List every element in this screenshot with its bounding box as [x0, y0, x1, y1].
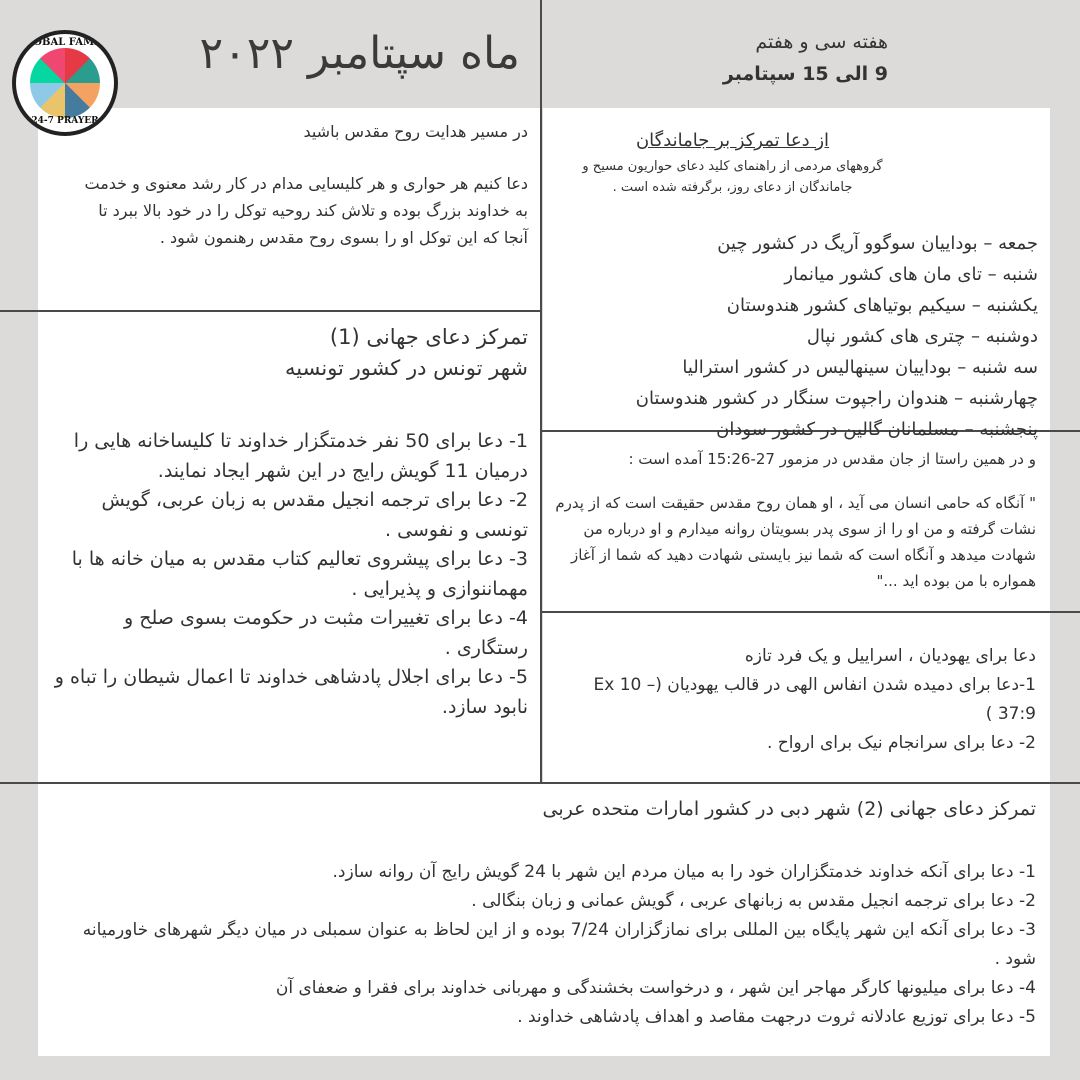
focus1-city: شهر تونس در کشور تونسیه: [285, 356, 528, 380]
focus1-title: تمرکز دعای جهانی (1): [329, 325, 528, 349]
unreached-title: از دعا تمرکز بر جاماندگان: [635, 130, 830, 151]
right-divider-2: [541, 611, 1080, 613]
list-item: چهارشنبه – هندوان راجپوت سنگار در کشور هندوستان: [635, 388, 1038, 409]
list-item: 5- دعا برای توزیع عادلانه ثروت درجهت مقاصد و اهداف پادشاهی خداوند .: [517, 1007, 1036, 1027]
list-item: 3- دعا برای آنکه این شهر پایگاه بین المللی برای نمازگزاران 7/24 بوده و از این لحاظ به عنوان سمبلی در میان دیگر شهرهای خاورمیانه شود .: [82, 920, 1036, 969]
list-item: دوشنبه – چتری های کشور نپال: [806, 326, 1038, 347]
logo-top-text: GLOBAL FAMILY: [17, 37, 113, 48]
list-item: 1- دعا برای 50 نفر خدمتگزار خداوند تا کلیساخانه هایی را درمیان 11 گویش رایج در این شهر ایجاد نمایند.: [73, 430, 528, 482]
week-header: [560, 26, 888, 90]
list-item: 3- دعا برای پیشروی تعالیم کتاب مقدس به میان خانه ها با مهماننوازی و پذیرایی .: [71, 548, 528, 600]
list-item: 5- دعا برای اجلال پادشاهی خداوند تا اعمال شیطان را تباه و نابود سازد.: [54, 666, 528, 718]
list-item: سه شنبه – بوداییان سینهالیس در کشور استرالیا: [682, 357, 1038, 378]
list-item: 2- دعا برای ترجمه انجیل مقدس به زبان عربی، گویش تونسی و نفوسی .: [101, 489, 528, 541]
unreached-day-list: [560, 228, 1038, 445]
list-item: یکشنبه – سیکیم بوتیاهای کشور هندوستان: [726, 295, 1038, 316]
psalm-quote: " آنگاه که حامی انسان می آید ، او همان روح مقدس حقیقت است که از پدرم نشات گرفته و من او را از سوی پدر بسویتان روانه میدارم و او درباره من شهادت میدهد و آنگاه است که شما نیز بایستی شهادت دهید که شما از آغاز همواره با من بوده اید ...": [555, 494, 1036, 590]
list-item: پنجشنبه – مسلمانان گالین در کشور سودان: [716, 419, 1038, 440]
psalm-section: [552, 446, 1036, 594]
unreached-subtitle: گروههای مردمی از راهنمای کلید دعای حواریون مسیح و جاماندگان از دعای روز، برگرفته شده است .: [582, 159, 883, 195]
left-divider-1: [0, 310, 541, 312]
month-title: ماه سپتامبر ۲۰۲۲: [199, 28, 520, 79]
psalm-intro: و در همین راستا از جان مقدس در مزمور 27-15:26 آمده است :: [628, 450, 1036, 468]
full-divider: [0, 782, 1080, 784]
list-item: شنبه – تای مان های کشور میانمار: [784, 264, 1038, 285]
holy-spirit-body: دعا کنیم هر حواری و هر کلیسایی مدام در کار رشد معنوی و خدمت به خداوند بزرگ بوده و تلاش کند روحیه توکل را در خود بالا ببرد تا آنجا که این توکل او را بسوی روح مقدس رهنمون شود .: [84, 174, 528, 247]
holy-spirit-title: در مسیر هدایت روح مقدس باشید: [303, 122, 528, 141]
focus2-list: [60, 858, 1036, 1032]
jews-section: [556, 642, 1036, 758]
jews-title: دعا برای یهودیان ، اسراییل و یک فرد تازه: [744, 646, 1036, 666]
focus1-list: [50, 427, 528, 722]
focus2-title: تمرکز دعای جهانی (2) شهر دبی در کشور امارات متحده عربی: [542, 798, 1036, 820]
logo-bottom-text: 24-7 PRAYER: [31, 116, 99, 126]
jews-item-2: 2- دعا برای سرانجام نیک برای ارواح .: [766, 733, 1036, 753]
globe-icon: [30, 48, 100, 118]
jews-item-1: 1-دعا برای دمیده شدن انفاس الهی در قالب یهودیان (Ex 10 – 37:9 ): [593, 675, 1036, 724]
week-name: هفته سی و هفتم: [755, 31, 888, 53]
center-divider: [540, 0, 542, 784]
list-item: 1- دعا برای آنکه خداوند خدمتگزاران خود را به میان مردم این شهر با 24 گویش رایج آن روانه سازد.: [332, 862, 1036, 882]
focus1-header: [60, 322, 528, 384]
week-dates: 9 الی 15 سپتامبر: [722, 63, 888, 85]
list-item: 4- دعا برای تغییرات مثبت در حکومت بسوی صلح و رستگاری .: [124, 607, 528, 659]
list-item: جمعه – بوداییان سوگوو آریگ در کشور چین: [717, 233, 1038, 254]
unreached-section: [560, 128, 905, 198]
list-item: 4- دعا برای میلیونها کارگر مهاجر این شهر ، و درخواست بخشندگی و مهربانی خداوند برای فقرا و ضعفای آن: [275, 978, 1036, 998]
list-item: 2- دعا برای ترجمه انجیل مقدس به زبانهای عربی ، گویش عمانی و زبان بنگالی .: [471, 891, 1036, 911]
holy-spirit-section: [70, 118, 528, 251]
